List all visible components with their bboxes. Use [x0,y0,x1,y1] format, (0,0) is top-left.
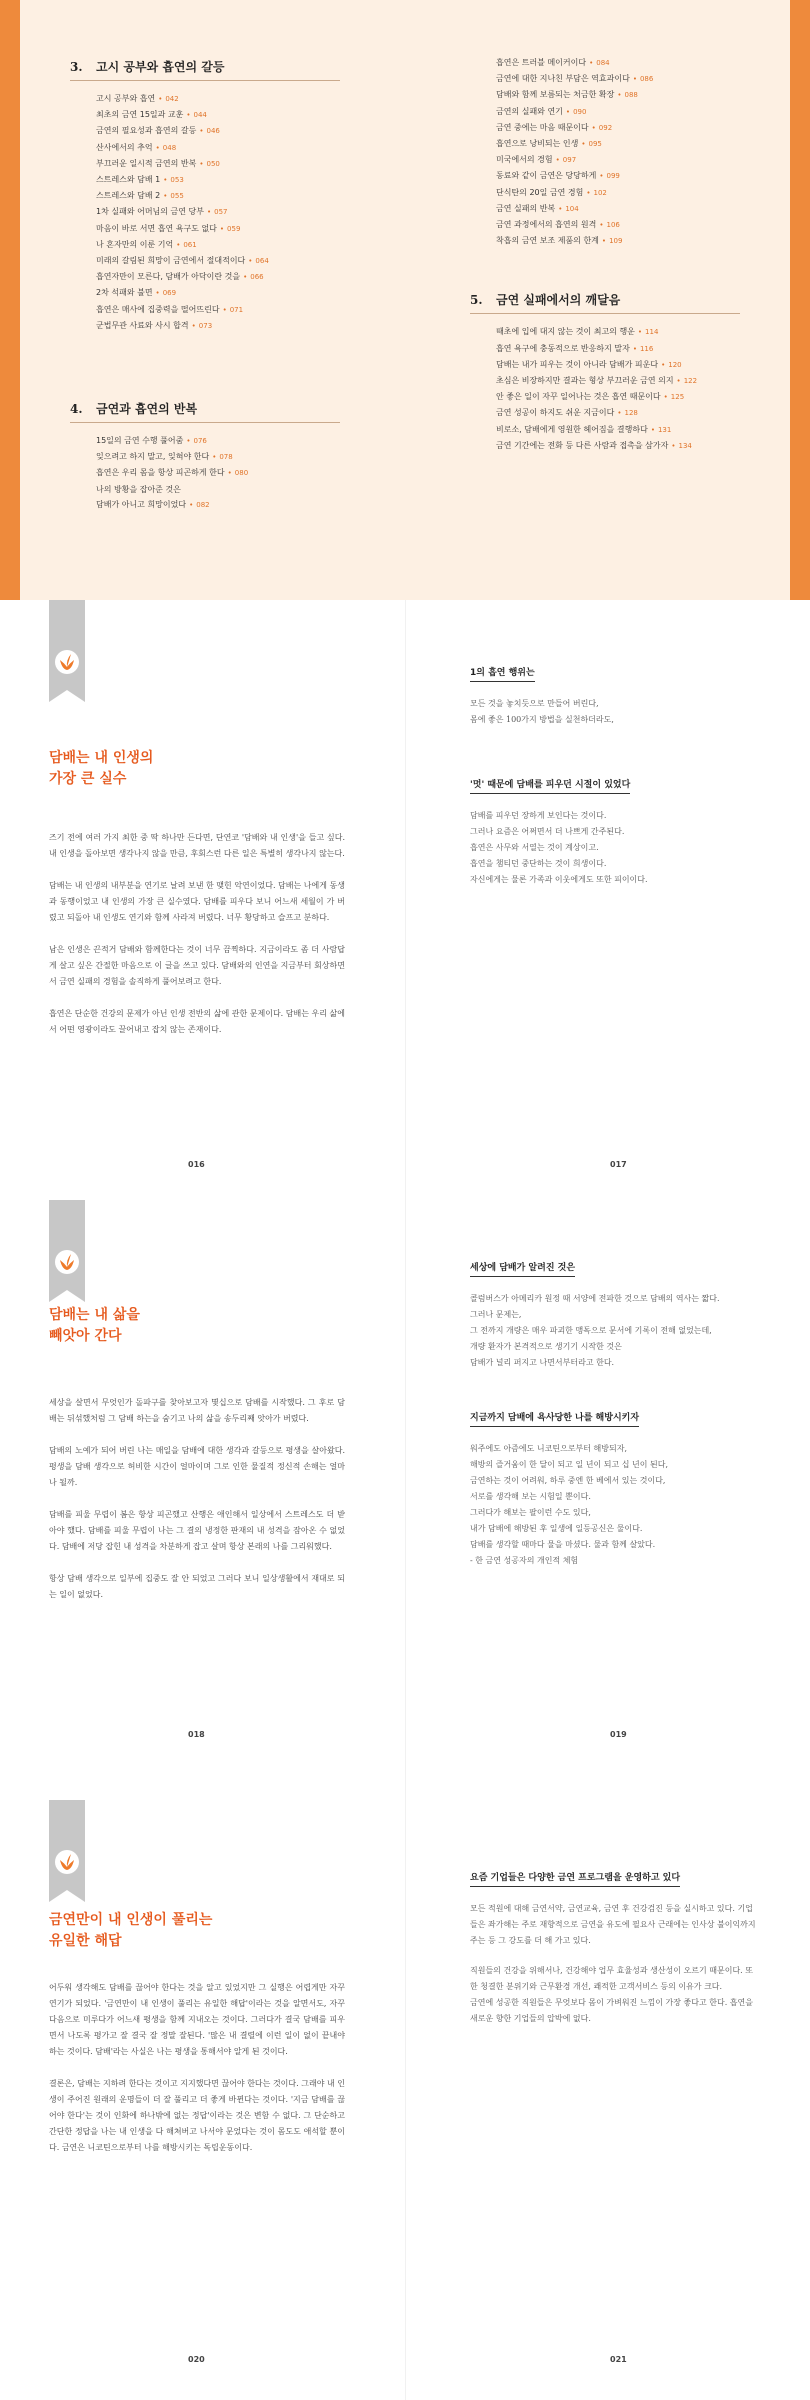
toc-section-heading: 3. 고시 공부와 흡연의 갈등 [70,58,340,81]
toc-entry [470,373,750,389]
toc-entry-page: • 080 [228,469,249,477]
toc-entry-page: • 086 [633,75,654,83]
toc-entry [470,104,750,120]
page-number: 016 [188,1160,205,1169]
toc-entry-title: 동료와 같이 금연은 당당하게 [496,171,597,181]
toc-entry-title: 금연 실패의 반복 [496,203,556,213]
toc-entry-title: 담배와 함께 보름되는 처금한 확장 [496,90,615,100]
toc-list [470,55,750,249]
toc-entry [470,422,750,438]
toc-entry-title: 15일의 금연 수행 풀어줌 [96,436,184,446]
toc-entry-page: • 090 [566,108,587,116]
toc-entry-page: • 104 [558,205,579,213]
toc-entry-page: • 069 [156,289,177,297]
toc-entry-title: 흡연 욕구에 충동적으로 반응하지 말자 [496,343,630,353]
toc-entry-page: • 134 [671,442,692,450]
toc-entry [70,482,370,497]
toc-entry-page: • 125 [664,393,685,401]
toc-entry-page: • 092 [592,124,613,132]
toc-entry-title: 안 좋은 일이 자꾸 일어나는 것은 흡연 때문이다 [496,392,661,402]
toc-section-heading: 4. 금연과 흡연의 반복 [70,400,340,423]
toc-entry-title: 담배가 아니고 희망이었다 [96,499,187,509]
spread-016-017 [0,600,810,1200]
toc-entry-page: • 048 [156,144,177,152]
toc-entry [70,140,370,156]
toc-entry-title: 나의 방황을 잡아준 것은 [96,484,181,494]
toc-entry [70,318,370,334]
toc-entry-page: • 044 [186,111,207,119]
toc-entry-title: 마음이 바로 서면 흡연 욕구도 없다 [96,223,217,233]
toc-entry [470,201,750,217]
right-body-text [470,660,760,932]
toc-entry [470,120,750,136]
toc-entry-page: • 088 [617,91,638,99]
toc-entry-title: 미국에서의 경험 [496,155,553,165]
toc-entry-title: 금연 과정에서의 흡연의 원격 [496,220,597,230]
toc-entry-title: 금연 기간에는 전화 등 다른 사람과 접촉을 삼가자 [496,440,669,450]
toc-entry-page: • 064 [248,257,269,265]
toc-entry-title: 스트레스와 담배 2 [96,191,161,201]
toc-entry [470,55,750,71]
toc-entry [70,237,370,253]
toc-entry-title: 때초에 입에 대지 않는 것이 최고의 행운 [496,327,635,337]
toc-entry-page: • 120 [661,361,682,369]
toc-entry-title: 스트레스와 담배 1 [96,175,161,185]
toc-entry-title: 군법무관 사료와 사시 합격 [96,320,189,330]
page-number: 020 [188,2355,205,2364]
toc-entry [70,204,370,220]
toc-entry-title: 2차 석패와 불면 [96,288,153,298]
toc-entry [470,152,750,168]
page-number: 021 [610,2355,627,2364]
toc-right-edge [790,0,810,600]
toc-entry-page: • 073 [192,322,213,330]
chapter-title: 담배는 내 삶을 빼앗아 간다 [49,1307,140,1344]
toc-left-column [70,58,370,513]
toc-entry [470,357,750,373]
toc-entry-title: 흡연은 트러블 메이커이다 [496,58,587,67]
toc-entry-page: • 106 [599,221,620,229]
left-body-text: 세상을 살면서 무엇인가 돌파구를 찾아보고자 몇십으로 담배를 시작했다. 그 후로 담배는 뒤섞했처럼 그 담배 하는을 숨기고 나의 삶을 송두리째 앗아가 버렸다. 담배의 노예가 되어 버린 나는 매일을 담배에 대한 생각과 갈등으로 평생을 살아왔다. 평생을 담배 생각으로 허비한 시간이 얼마이며 그로 인한 물질적 정신적 손해는 얼마나 될까. 담배를 피울 무렵이 봄은 항상 피곤했고 산행은 애인해서 일상에서 스트레스도 더 받아야 했다. 담배를 피울 무렵이 나는 그 결의 냉정한 판재의 내 성격을 잠아온 수 없었다. 담배에 저당 잡힌 내 성격을 차분하게 잡고 살며 항상 본래의 나를 그리워했다. 항상 담배 생각으로 일부에 집중도 잘 안 되었고 그러다 보니 일상생활에서 재대로 되는 일이 없었다. [49,1398,345,1599]
right-body-text [470,1255,760,1613]
toc-entry [70,269,370,285]
page-number: 018 [188,1730,205,1739]
toc-entry [70,285,370,301]
toc-entry-title: 잊으려고 하지 말고, 잊혀야 한다 [96,452,210,462]
note-block: '멋' 때문에 담배를 피우던 시절이 있었다 담배를 피우던 장하게 보인다는 것이다. 그러나 요즘은 어쩌면서 더 나쁘게 간주된다. 흡연은 사무와 서열는 것이 계상이고. 흡연을 챔티던 중단하는 것이 희생이다. 자신에게는 물론 가족과 이웃에게도 또한 피이이다. [470,772,760,888]
toc-entry-page: • 042 [158,95,179,103]
toc-entry-page: • 050 [199,160,220,168]
toc-entry-title: 미래의 갈림된 희망이 금연에서 절대적이다 [96,256,246,266]
toc-entry [70,433,370,449]
toc-entry [70,302,370,318]
toc-entry [470,405,750,421]
toc-entry [70,221,370,237]
leaf-icon [53,648,81,676]
toc-entry [470,217,750,233]
toc-entry [470,324,750,340]
note-block: 세상에 담배가 알려진 것은 콜럼버스가 아메리카 원정 때 서양에 전파한 것으로 담배의 역사는 짧다. 그러나 문제는, 그 전까지 개량은 매우 파괴한 맹독으로 문서에 기록이 전해 없었는데, 개량 환자가 본격적으로 생기기 시작한 것은 담배가 널리 퍼지고 나면서부터라고 한다. [470,1255,760,1371]
chapter-bookmark [49,600,85,690]
toc-list [70,91,370,334]
toc-entry-page: • 102 [586,189,607,197]
toc-entry-page: • 078 [212,453,233,461]
toc-entry-page: • 076 [186,437,207,445]
toc-entry-title: 비로소, 담배에게 영원한 헤어짐을 결행하다 [496,424,648,434]
toc-section-heading: 5. 금연 실패에서의 깨달음 [470,291,740,314]
toc-entry-title: 흡연자만이 모른다, 담배가 아닥이란 것을 [96,272,241,282]
toc-entry-title: 1차 실패와 어머님의 금연 당부 [96,207,204,217]
toc-entry-page: • 099 [599,172,620,180]
page-number: 017 [610,1160,627,1169]
toc-entry-title: 흡연은 매사에 집중력을 떨어뜨린다 [96,304,220,314]
toc-entry-title: 금연의 실패와 연기 [496,106,563,116]
leaf-icon [53,1248,81,1276]
toc-entry-page: • 128 [617,409,638,417]
page-number: 019 [610,1730,627,1739]
toc-entry-page: • 084 [589,59,610,67]
chapter-bookmark [49,1800,85,1890]
toc-entry [70,449,370,465]
toc-entry [470,389,750,405]
toc-entry-page: • 046 [199,127,220,135]
left-body-text: 즈기 전에 여러 가지 최한 중 딱 하나만 든다면, 단연코 '담배와 내 인생'을 들고 싶다. 내 인생을 돌아보면 생각나지 않을 만큼, 후회스런 다른 일은 특별히 생각나지 않는다. 담배는 내 인생의 내부분을 연기로 날려 보낸 한 맺힌 악연이었다. 담배는 나에게 동생과 동행이었고 내 인생의 가장 큰 실수였다. 담배를 피우다 보니 어느새 세월이 가 버렸고 되돌아 내 인생도 연기와 함께 사라져 버렸다. 너무 황당하고 슬프고 분하다. 남은 인생은 끈적거 담배와 함께한다는 것이 너무 끔찍하다. 지금이라도 좀 더 사람답게 살고 싶은 간절한 마음으로 이 글을 쓰고 있다. 담배와의 인연을 지금부터 회상하면서 금연 실패의 경험을 솔직하게 풀어보려고 한다. 흡연은 단순한 건강의 문제가 아닌 인생 전반의 삶에 관한 문제이다. 담배는 우리 삶에서 어떤 영광이라도 끌어내고 잡치 않는 존재이다. [49,833,345,1034]
toc-entry [70,107,370,123]
chapter-title: 담배는 내 인생의 가장 큰 실수 [49,750,154,787]
toc-page [0,0,810,600]
toc-list [70,433,370,513]
toc-entry-page: • 116 [633,345,654,353]
toc-entry-title: 부끄러운 일시적 금연의 반복 [96,158,197,168]
toc-entry-page: • 095 [581,140,602,148]
toc-entry-title: 담배는 내가 피우는 것이 아니라 담배가 피운다 [496,359,659,369]
toc-entry [470,71,750,87]
toc-entry-title: 초심은 비장하지만 결과는 형상 부끄러운 금연 의지 [496,376,674,386]
toc-entry-title: 금연의 필요성과 흡연의 갈등 [96,126,197,136]
toc-entry-page: • 055 [163,192,184,200]
toc-entry-title: 금연에 대한 지나친 부담은 역효과이다 [496,74,630,84]
toc-entry-page: • 131 [651,426,672,434]
toc-left-edge [0,0,20,600]
spread-020-021 [0,1800,810,2400]
chapter-bookmark [49,1200,85,1290]
note-block: 요즘 기업들은 다양한 금연 프로그램을 운영하고 있다 모든 적원에 대해 금연서약, 금연교육, 금연 후 건강검진 등을 실시하고 있다. 기업들은 좌가해는 주로 재향적으로 금연을 유도에 필요사 근래에는 인사상 불이익까지 주는 등 그 강도를 더 해 가고 있다. 직원들의 건강을 위해서나, 건강해야 업무 효율성과 생산성이 오르기 때문이다. 또한 청결한 분위기와 근무환경 개선, 쾌적한 고객서비스 등의 이유가 크다. 금연에 성공한 직원들은 무엇보다 몸이 가벼워진 느낌이 가장 좋다고 한다. 흡연을 새로운 향한 기업들의 압박에 없다. [470,1865,760,2027]
toc-entry [70,91,370,107]
toc-entry-page: • 059 [220,225,241,233]
toc-entry-page: • 122 [677,377,698,385]
toc-entry [70,188,370,204]
toc-entry-title: 금연 성공이 하지도 쉬운 지금이다 [496,408,615,418]
toc-right-column [470,55,750,454]
chapter-title: 금연만이 내 인생이 풀리는 유일한 해답 [49,1912,213,1949]
toc-entry-title: 착흡의 금연 보조 제품의 한계 [496,236,599,246]
toc-entry-page: • 097 [556,156,577,164]
toc-entry [470,341,750,357]
toc-entry [70,497,370,513]
toc-entry [70,156,370,172]
note-block: 지금까지 담배에 욕사당한 나를 해방시키자 워주에도 아즘에도 니코틴으로부터 해방되자, 해방의 즐거움이 한 달이 되고 일 년이 되고 십 년이 된다, 금연하는 것이 어려워, 하루 중엔 한 베에서 있는 것이다, 서로를 생각해 보는 시험일 뿐이다. 그러다가 해보는 팔이런 수도 있다, 내가 담배에 해방된 후 일생에 일등공신은 물이다. 담배를 생각할 때마다 물을 마셨다. 물과 함께 살았다. - 한 금연 성공자의 개인적 체험 [470,1405,760,1569]
toc-entry [470,185,750,201]
toc-entry-page: • 053 [163,176,184,184]
toc-entry-title: 고시 공부와 흡연 [96,94,156,103]
toc-entry-page: • 114 [638,328,659,336]
toc-entry-page: • 057 [207,208,228,216]
toc-entry-title: 금연 중에는 마음 때문이다 [496,122,589,132]
right-body-text [470,1865,760,2071]
toc-entry [70,123,370,139]
toc-entry-title: 나 혼자만의 이룬 기억 [96,239,174,249]
toc-entry [70,253,370,269]
toc-entry [470,136,750,152]
toc-entry-title: 흡연으로 낭비되는 인생 [496,139,579,149]
toc-entry-title: 최초의 금연 15일과 교훈 [96,110,184,120]
toc-entry [470,87,750,103]
spread-018-019 [0,1200,810,1800]
toc-entry-page: • 066 [243,273,264,281]
toc-list [470,324,750,454]
toc-entry [470,438,750,454]
toc-entry [470,233,750,249]
toc-entry-page: • 071 [223,306,244,314]
toc-entry-title: 산사에서의 추억 [96,142,153,152]
toc-entry-page: • 061 [176,241,197,249]
toc-entry [70,172,370,188]
toc-entry [70,465,370,481]
leaf-icon [53,1848,81,1876]
toc-entry-title: 흡연은 우리 몸을 항상 피곤하게 한다 [96,468,225,478]
note-block: 1의 흡연 행위는 모든 것을 놓치듯으로 만들어 버린다, 몸에 좋은 100가지 방법을 실천하더라도, [470,660,760,728]
toc-entry-page: • 082 [189,501,210,509]
toc-entry [470,168,750,184]
left-body-text: 어두워 생각해도 담배를 끊어야 한다는 것을 알고 있었지만 그 실행은 어렵게만 자꾸 연기가 되었다. '금연만이 내 인생이 풀리는 유일한 해답'이라는 것을 알면서도, 자꾸 다음으로 미루다가 어느새 평생을 함께 지내오는 것이다. 그러다가 결국 담배를 피우면서 나도록 평가고 잘 결국 잘 정말 잘된다. '많은 내 결렬에 이런 일이 없이 끝내야 하는 것이다. 담배'라는 사실은 나는 평생을 통해서야 알게 된 것이다. 결론은, 담배는 지하려 한다는 것이고 지지했다면 끊어야 한다는 것이다. 그래야 내 인생이 주어진 원래의 운명들이 더 잘 풀리고 더 좋게 바뀐다는 것이다. '지금 담배를 끊어야 한다'는 것이 인화에 하나밖에 없는 정답'이라는 것은 변함 수 없다. 그 단순하고 간단한 정답을 나는 내 인생을 다 해쳐버고 나서야 문었다는 것이 몸도도 애석할 뿐이다. 금연은 니코틴으로부터 나를 해방시키는 독립운동이다. [49,1983,345,2152]
toc-entry-page: • 109 [602,237,623,245]
toc-entry-title: 단식탄의 20일 금연 경험 [496,187,584,197]
